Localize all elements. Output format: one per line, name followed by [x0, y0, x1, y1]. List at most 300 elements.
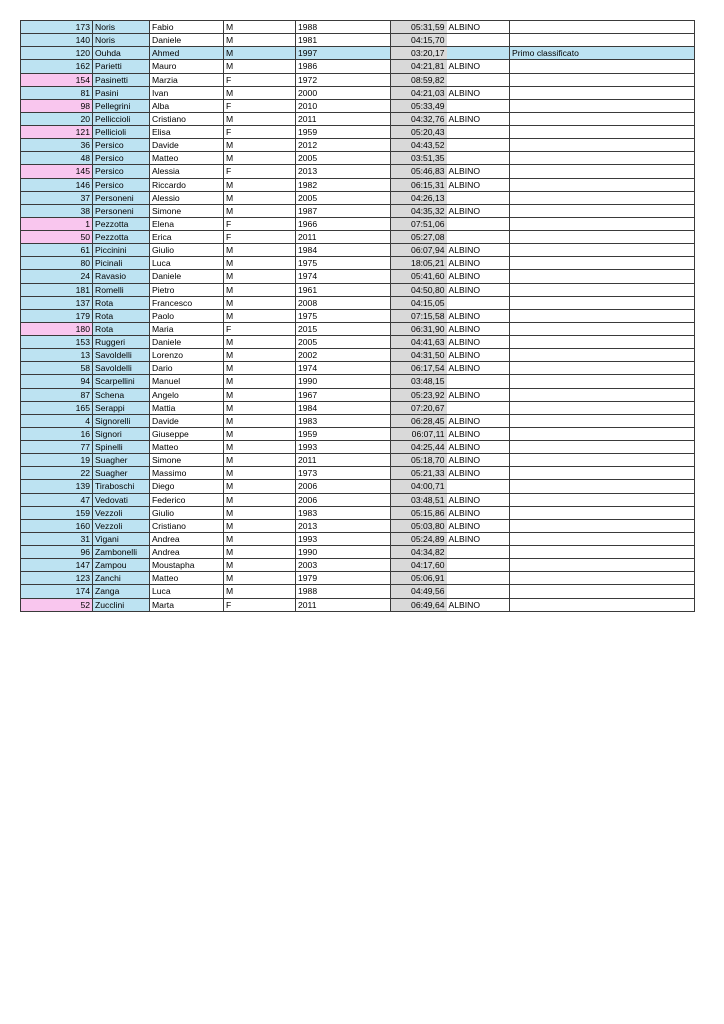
club-cell: ALBINO	[447, 506, 510, 519]
gender-cell: M	[224, 467, 296, 480]
bib-number-cell: 1	[21, 217, 93, 230]
club-cell: ALBINO	[447, 283, 510, 296]
club-cell: ALBINO	[447, 204, 510, 217]
gender-cell: M	[224, 34, 296, 47]
club-cell	[447, 47, 510, 60]
birth-year-cell: 1973	[296, 467, 391, 480]
first-name-cell: Maria	[150, 322, 224, 335]
table-row	[21, 139, 695, 152]
time-cell: 05:21,33	[391, 467, 447, 480]
note-cell	[510, 217, 695, 230]
gender-cell: M	[224, 296, 296, 309]
surname-cell: Suagher	[93, 467, 150, 480]
time-cell: 05:15,86	[391, 506, 447, 519]
club-cell: ALBINO	[447, 257, 510, 270]
table-row	[21, 47, 695, 60]
surname-cell: Pellicioli	[93, 126, 150, 139]
first-name-cell: Elisa	[150, 126, 224, 139]
gender-cell: F	[224, 126, 296, 139]
gender-cell: F	[224, 73, 296, 86]
surname-cell: Signorelli	[93, 414, 150, 427]
table-row	[21, 546, 695, 559]
surname-cell: Zambonelli	[93, 546, 150, 559]
birth-year-cell: 1982	[296, 178, 391, 191]
table-row	[21, 34, 695, 47]
surname-cell: Tiraboschi	[93, 480, 150, 493]
note-cell	[510, 309, 695, 322]
table-row	[21, 178, 695, 191]
note-cell	[510, 204, 695, 217]
gender-cell: M	[224, 493, 296, 506]
note-cell	[510, 86, 695, 99]
club-cell	[447, 401, 510, 414]
note-cell	[510, 572, 695, 585]
bib-number-cell: 180	[21, 322, 93, 335]
club-cell: ALBINO	[447, 244, 510, 257]
note-cell	[510, 546, 695, 559]
surname-cell: Pezzotta	[93, 231, 150, 244]
gender-cell: M	[224, 519, 296, 532]
bib-number-cell: 52	[21, 598, 93, 611]
birth-year-cell: 2005	[296, 336, 391, 349]
club-cell: ALBINO	[447, 165, 510, 178]
surname-cell: Rota	[93, 322, 150, 335]
time-cell: 07:15,58	[391, 309, 447, 322]
birth-year-cell: 1961	[296, 283, 391, 296]
table-row	[21, 21, 695, 34]
first-name-cell: Simone	[150, 204, 224, 217]
birth-year-cell: 2011	[296, 454, 391, 467]
surname-cell: Serappi	[93, 401, 150, 414]
table-row	[21, 585, 695, 598]
table-row	[21, 322, 695, 335]
results-table-body	[21, 21, 695, 612]
time-cell: 04:41,63	[391, 336, 447, 349]
bib-number-cell: 31	[21, 532, 93, 545]
club-cell: ALBINO	[447, 362, 510, 375]
bib-number-cell: 94	[21, 375, 93, 388]
surname-cell: Personeni	[93, 204, 150, 217]
first-name-cell: Giuseppe	[150, 427, 224, 440]
bib-number-cell: 165	[21, 401, 93, 414]
gender-cell: M	[224, 414, 296, 427]
birth-year-cell: 1997	[296, 47, 391, 60]
club-cell	[447, 480, 510, 493]
table-row	[21, 454, 695, 467]
first-name-cell: Matteo	[150, 152, 224, 165]
club-cell: ALBINO	[447, 86, 510, 99]
gender-cell: M	[224, 112, 296, 125]
bib-number-cell: 96	[21, 546, 93, 559]
gender-cell: M	[224, 506, 296, 519]
results-sheet	[20, 20, 694, 612]
time-cell: 18:05,21	[391, 257, 447, 270]
time-cell: 05:33,49	[391, 99, 447, 112]
time-cell: 04:00,71	[391, 480, 447, 493]
first-name-cell: Francesco	[150, 296, 224, 309]
surname-cell: Scarpellini	[93, 375, 150, 388]
table-row	[21, 270, 695, 283]
gender-cell: M	[224, 572, 296, 585]
table-row	[21, 414, 695, 427]
birth-year-cell: 1983	[296, 506, 391, 519]
club-cell: ALBINO	[447, 441, 510, 454]
note-cell	[510, 441, 695, 454]
note-cell	[510, 244, 695, 257]
table-row	[21, 244, 695, 257]
club-cell: ALBINO	[447, 598, 510, 611]
club-cell	[447, 126, 510, 139]
birth-year-cell: 1993	[296, 441, 391, 454]
gender-cell: F	[224, 99, 296, 112]
gender-cell: M	[224, 152, 296, 165]
gender-cell: M	[224, 375, 296, 388]
time-cell: 06:49,64	[391, 598, 447, 611]
table-row	[21, 401, 695, 414]
time-cell: 05:20,43	[391, 126, 447, 139]
time-cell: 04:31,50	[391, 349, 447, 362]
gender-cell: M	[224, 585, 296, 598]
table-row	[21, 191, 695, 204]
club-cell	[447, 296, 510, 309]
time-cell: 06:15,31	[391, 178, 447, 191]
bib-number-cell: 61	[21, 244, 93, 257]
table-row	[21, 60, 695, 73]
bib-number-cell: 4	[21, 414, 93, 427]
birth-year-cell: 1967	[296, 388, 391, 401]
club-cell	[447, 559, 510, 572]
birth-year-cell: 1988	[296, 21, 391, 34]
note-cell	[510, 559, 695, 572]
note-cell	[510, 349, 695, 362]
table-row	[21, 86, 695, 99]
first-name-cell: Andrea	[150, 532, 224, 545]
birth-year-cell: 2008	[296, 296, 391, 309]
note-cell	[510, 152, 695, 165]
note-cell	[510, 112, 695, 125]
note-cell	[510, 99, 695, 112]
note-cell	[510, 21, 695, 34]
note-cell: Primo classificato	[510, 47, 695, 60]
surname-cell: Noris	[93, 21, 150, 34]
club-cell	[447, 546, 510, 559]
gender-cell: M	[224, 401, 296, 414]
first-name-cell: Matteo	[150, 572, 224, 585]
surname-cell: Persico	[93, 139, 150, 152]
surname-cell: Pasinetti	[93, 73, 150, 86]
birth-year-cell: 1990	[296, 546, 391, 559]
club-cell: ALBINO	[447, 336, 510, 349]
table-row	[21, 349, 695, 362]
club-cell: ALBINO	[447, 270, 510, 283]
club-cell: ALBINO	[447, 388, 510, 401]
birth-year-cell: 1974	[296, 270, 391, 283]
note-cell	[510, 270, 695, 283]
time-cell: 05:23,92	[391, 388, 447, 401]
birth-year-cell: 2006	[296, 480, 391, 493]
gender-cell: M	[224, 139, 296, 152]
table-row	[21, 559, 695, 572]
surname-cell: Parietti	[93, 60, 150, 73]
first-name-cell: Davide	[150, 414, 224, 427]
birth-year-cell: 1959	[296, 126, 391, 139]
club-cell: ALBINO	[447, 519, 510, 532]
time-cell: 06:17,54	[391, 362, 447, 375]
bib-number-cell: 36	[21, 139, 93, 152]
surname-cell: Pezzotta	[93, 217, 150, 230]
table-row	[21, 427, 695, 440]
first-name-cell: Fabio	[150, 21, 224, 34]
time-cell: 05:24,89	[391, 532, 447, 545]
note-cell	[510, 401, 695, 414]
surname-cell: Rota	[93, 309, 150, 322]
gender-cell: M	[224, 532, 296, 545]
surname-cell: Piccinini	[93, 244, 150, 257]
gender-cell: M	[224, 270, 296, 283]
table-row	[21, 217, 695, 230]
gender-cell: F	[224, 165, 296, 178]
note-cell	[510, 336, 695, 349]
bib-number-cell: 181	[21, 283, 93, 296]
note-cell	[510, 362, 695, 375]
club-cell: ALBINO	[447, 532, 510, 545]
first-name-cell: Mattia	[150, 401, 224, 414]
table-row	[21, 73, 695, 86]
gender-cell: M	[224, 178, 296, 191]
table-row	[21, 231, 695, 244]
table-row	[21, 99, 695, 112]
time-cell: 04:34,82	[391, 546, 447, 559]
bib-number-cell: 80	[21, 257, 93, 270]
note-cell	[510, 532, 695, 545]
time-cell: 04:25,44	[391, 441, 447, 454]
gender-cell: M	[224, 309, 296, 322]
birth-year-cell: 2002	[296, 349, 391, 362]
first-name-cell: Daniele	[150, 336, 224, 349]
table-row	[21, 441, 695, 454]
time-cell: 07:51,06	[391, 217, 447, 230]
first-name-cell: Federico	[150, 493, 224, 506]
gender-cell: M	[224, 204, 296, 217]
bib-number-cell: 160	[21, 519, 93, 532]
club-cell: ALBINO	[447, 112, 510, 125]
gender-cell: M	[224, 559, 296, 572]
first-name-cell: Alessia	[150, 165, 224, 178]
first-name-cell: Daniele	[150, 34, 224, 47]
bib-number-cell: 81	[21, 86, 93, 99]
birth-year-cell: 2011	[296, 598, 391, 611]
bib-number-cell: 24	[21, 270, 93, 283]
table-row	[21, 375, 695, 388]
birth-year-cell: 1993	[296, 532, 391, 545]
first-name-cell: Massimo	[150, 467, 224, 480]
gender-cell: M	[224, 86, 296, 99]
time-cell: 03:51,35	[391, 152, 447, 165]
birth-year-cell: 1984	[296, 401, 391, 414]
time-cell: 03:48,15	[391, 375, 447, 388]
first-name-cell: Cristiano	[150, 112, 224, 125]
gender-cell: M	[224, 349, 296, 362]
table-row	[21, 467, 695, 480]
table-row	[21, 519, 695, 532]
bib-number-cell: 47	[21, 493, 93, 506]
time-cell: 04:43,52	[391, 139, 447, 152]
birth-year-cell: 1975	[296, 257, 391, 270]
club-cell: ALBINO	[447, 349, 510, 362]
table-row	[21, 165, 695, 178]
first-name-cell: Luca	[150, 257, 224, 270]
time-cell: 04:35,32	[391, 204, 447, 217]
birth-year-cell: 2005	[296, 191, 391, 204]
first-name-cell: Pietro	[150, 283, 224, 296]
club-cell: ALBINO	[447, 21, 510, 34]
bib-number-cell: 20	[21, 112, 93, 125]
birth-year-cell: 2011	[296, 112, 391, 125]
birth-year-cell: 2013	[296, 165, 391, 178]
first-name-cell: Riccardo	[150, 178, 224, 191]
time-cell: 05:31,59	[391, 21, 447, 34]
club-cell: ALBINO	[447, 493, 510, 506]
first-name-cell: Angelo	[150, 388, 224, 401]
club-cell	[447, 585, 510, 598]
gender-cell: F	[224, 231, 296, 244]
surname-cell: Noris	[93, 34, 150, 47]
note-cell	[510, 322, 695, 335]
bib-number-cell: 147	[21, 559, 93, 572]
birth-year-cell: 2006	[296, 493, 391, 506]
surname-cell: Pasini	[93, 86, 150, 99]
first-name-cell: Erica	[150, 231, 224, 244]
time-cell: 05:46,83	[391, 165, 447, 178]
surname-cell: Zucclini	[93, 598, 150, 611]
note-cell	[510, 60, 695, 73]
note-cell	[510, 427, 695, 440]
bib-number-cell: 162	[21, 60, 93, 73]
first-name-cell: Giulio	[150, 244, 224, 257]
note-cell	[510, 34, 695, 47]
time-cell: 04:15,05	[391, 296, 447, 309]
surname-cell: Ouhda	[93, 47, 150, 60]
table-row	[21, 126, 695, 139]
surname-cell: Pelliccioli	[93, 112, 150, 125]
time-cell: 05:18,70	[391, 454, 447, 467]
table-row	[21, 506, 695, 519]
first-name-cell: Andrea	[150, 546, 224, 559]
birth-year-cell: 1966	[296, 217, 391, 230]
note-cell	[510, 296, 695, 309]
club-cell: ALBINO	[447, 309, 510, 322]
birth-year-cell: 2003	[296, 559, 391, 572]
club-cell: ALBINO	[447, 414, 510, 427]
club-cell	[447, 191, 510, 204]
bib-number-cell: 139	[21, 480, 93, 493]
surname-cell: Zampou	[93, 559, 150, 572]
time-cell: 07:20,67	[391, 401, 447, 414]
bib-number-cell: 58	[21, 362, 93, 375]
gender-cell: M	[224, 480, 296, 493]
note-cell	[510, 519, 695, 532]
club-cell	[447, 217, 510, 230]
gender-cell: M	[224, 257, 296, 270]
surname-cell: Picinali	[93, 257, 150, 270]
time-cell: 06:07,94	[391, 244, 447, 257]
club-cell: ALBINO	[447, 427, 510, 440]
club-cell: ALBINO	[447, 60, 510, 73]
time-cell: 03:48,51	[391, 493, 447, 506]
table-row	[21, 388, 695, 401]
time-cell: 05:03,80	[391, 519, 447, 532]
results-table	[20, 20, 695, 612]
time-cell: 03:20,17	[391, 47, 447, 60]
first-name-cell: Davide	[150, 139, 224, 152]
gender-cell: F	[224, 322, 296, 335]
time-cell: 08:59,82	[391, 73, 447, 86]
first-name-cell: Marzia	[150, 73, 224, 86]
note-cell	[510, 506, 695, 519]
first-name-cell: Ahmed	[150, 47, 224, 60]
club-cell	[447, 231, 510, 244]
gender-cell: M	[224, 388, 296, 401]
surname-cell: Ruggeri	[93, 336, 150, 349]
table-row	[21, 572, 695, 585]
surname-cell: Vigani	[93, 532, 150, 545]
birth-year-cell: 1983	[296, 414, 391, 427]
first-name-cell: Alessio	[150, 191, 224, 204]
birth-year-cell: 1979	[296, 572, 391, 585]
gender-cell: M	[224, 191, 296, 204]
surname-cell: Zanchi	[93, 572, 150, 585]
bib-number-cell: 120	[21, 47, 93, 60]
gender-cell: M	[224, 427, 296, 440]
gender-cell: M	[224, 441, 296, 454]
surname-cell: Persico	[93, 152, 150, 165]
birth-year-cell: 1959	[296, 427, 391, 440]
note-cell	[510, 454, 695, 467]
time-cell: 06:28,45	[391, 414, 447, 427]
note-cell	[510, 165, 695, 178]
bib-number-cell: 37	[21, 191, 93, 204]
first-name-cell: Matteo	[150, 441, 224, 454]
note-cell	[510, 598, 695, 611]
first-name-cell: Lorenzo	[150, 349, 224, 362]
birth-year-cell: 1972	[296, 73, 391, 86]
birth-year-cell: 2015	[296, 322, 391, 335]
bib-number-cell: 153	[21, 336, 93, 349]
note-cell	[510, 178, 695, 191]
first-name-cell: Giulio	[150, 506, 224, 519]
note-cell	[510, 139, 695, 152]
time-cell: 04:21,81	[391, 60, 447, 73]
gender-cell: M	[224, 546, 296, 559]
bib-number-cell: 98	[21, 99, 93, 112]
table-row	[21, 598, 695, 611]
birth-year-cell: 2005	[296, 152, 391, 165]
birth-year-cell: 1990	[296, 375, 391, 388]
bib-number-cell: 121	[21, 126, 93, 139]
surname-cell: Zanga	[93, 585, 150, 598]
note-cell	[510, 414, 695, 427]
birth-year-cell: 2013	[296, 519, 391, 532]
surname-cell: Ravasio	[93, 270, 150, 283]
surname-cell: Vezzoli	[93, 506, 150, 519]
first-name-cell: Dario	[150, 362, 224, 375]
club-cell	[447, 73, 510, 86]
table-row	[21, 152, 695, 165]
surname-cell: Romelli	[93, 283, 150, 296]
table-row	[21, 493, 695, 506]
gender-cell: M	[224, 454, 296, 467]
gender-cell: M	[224, 362, 296, 375]
